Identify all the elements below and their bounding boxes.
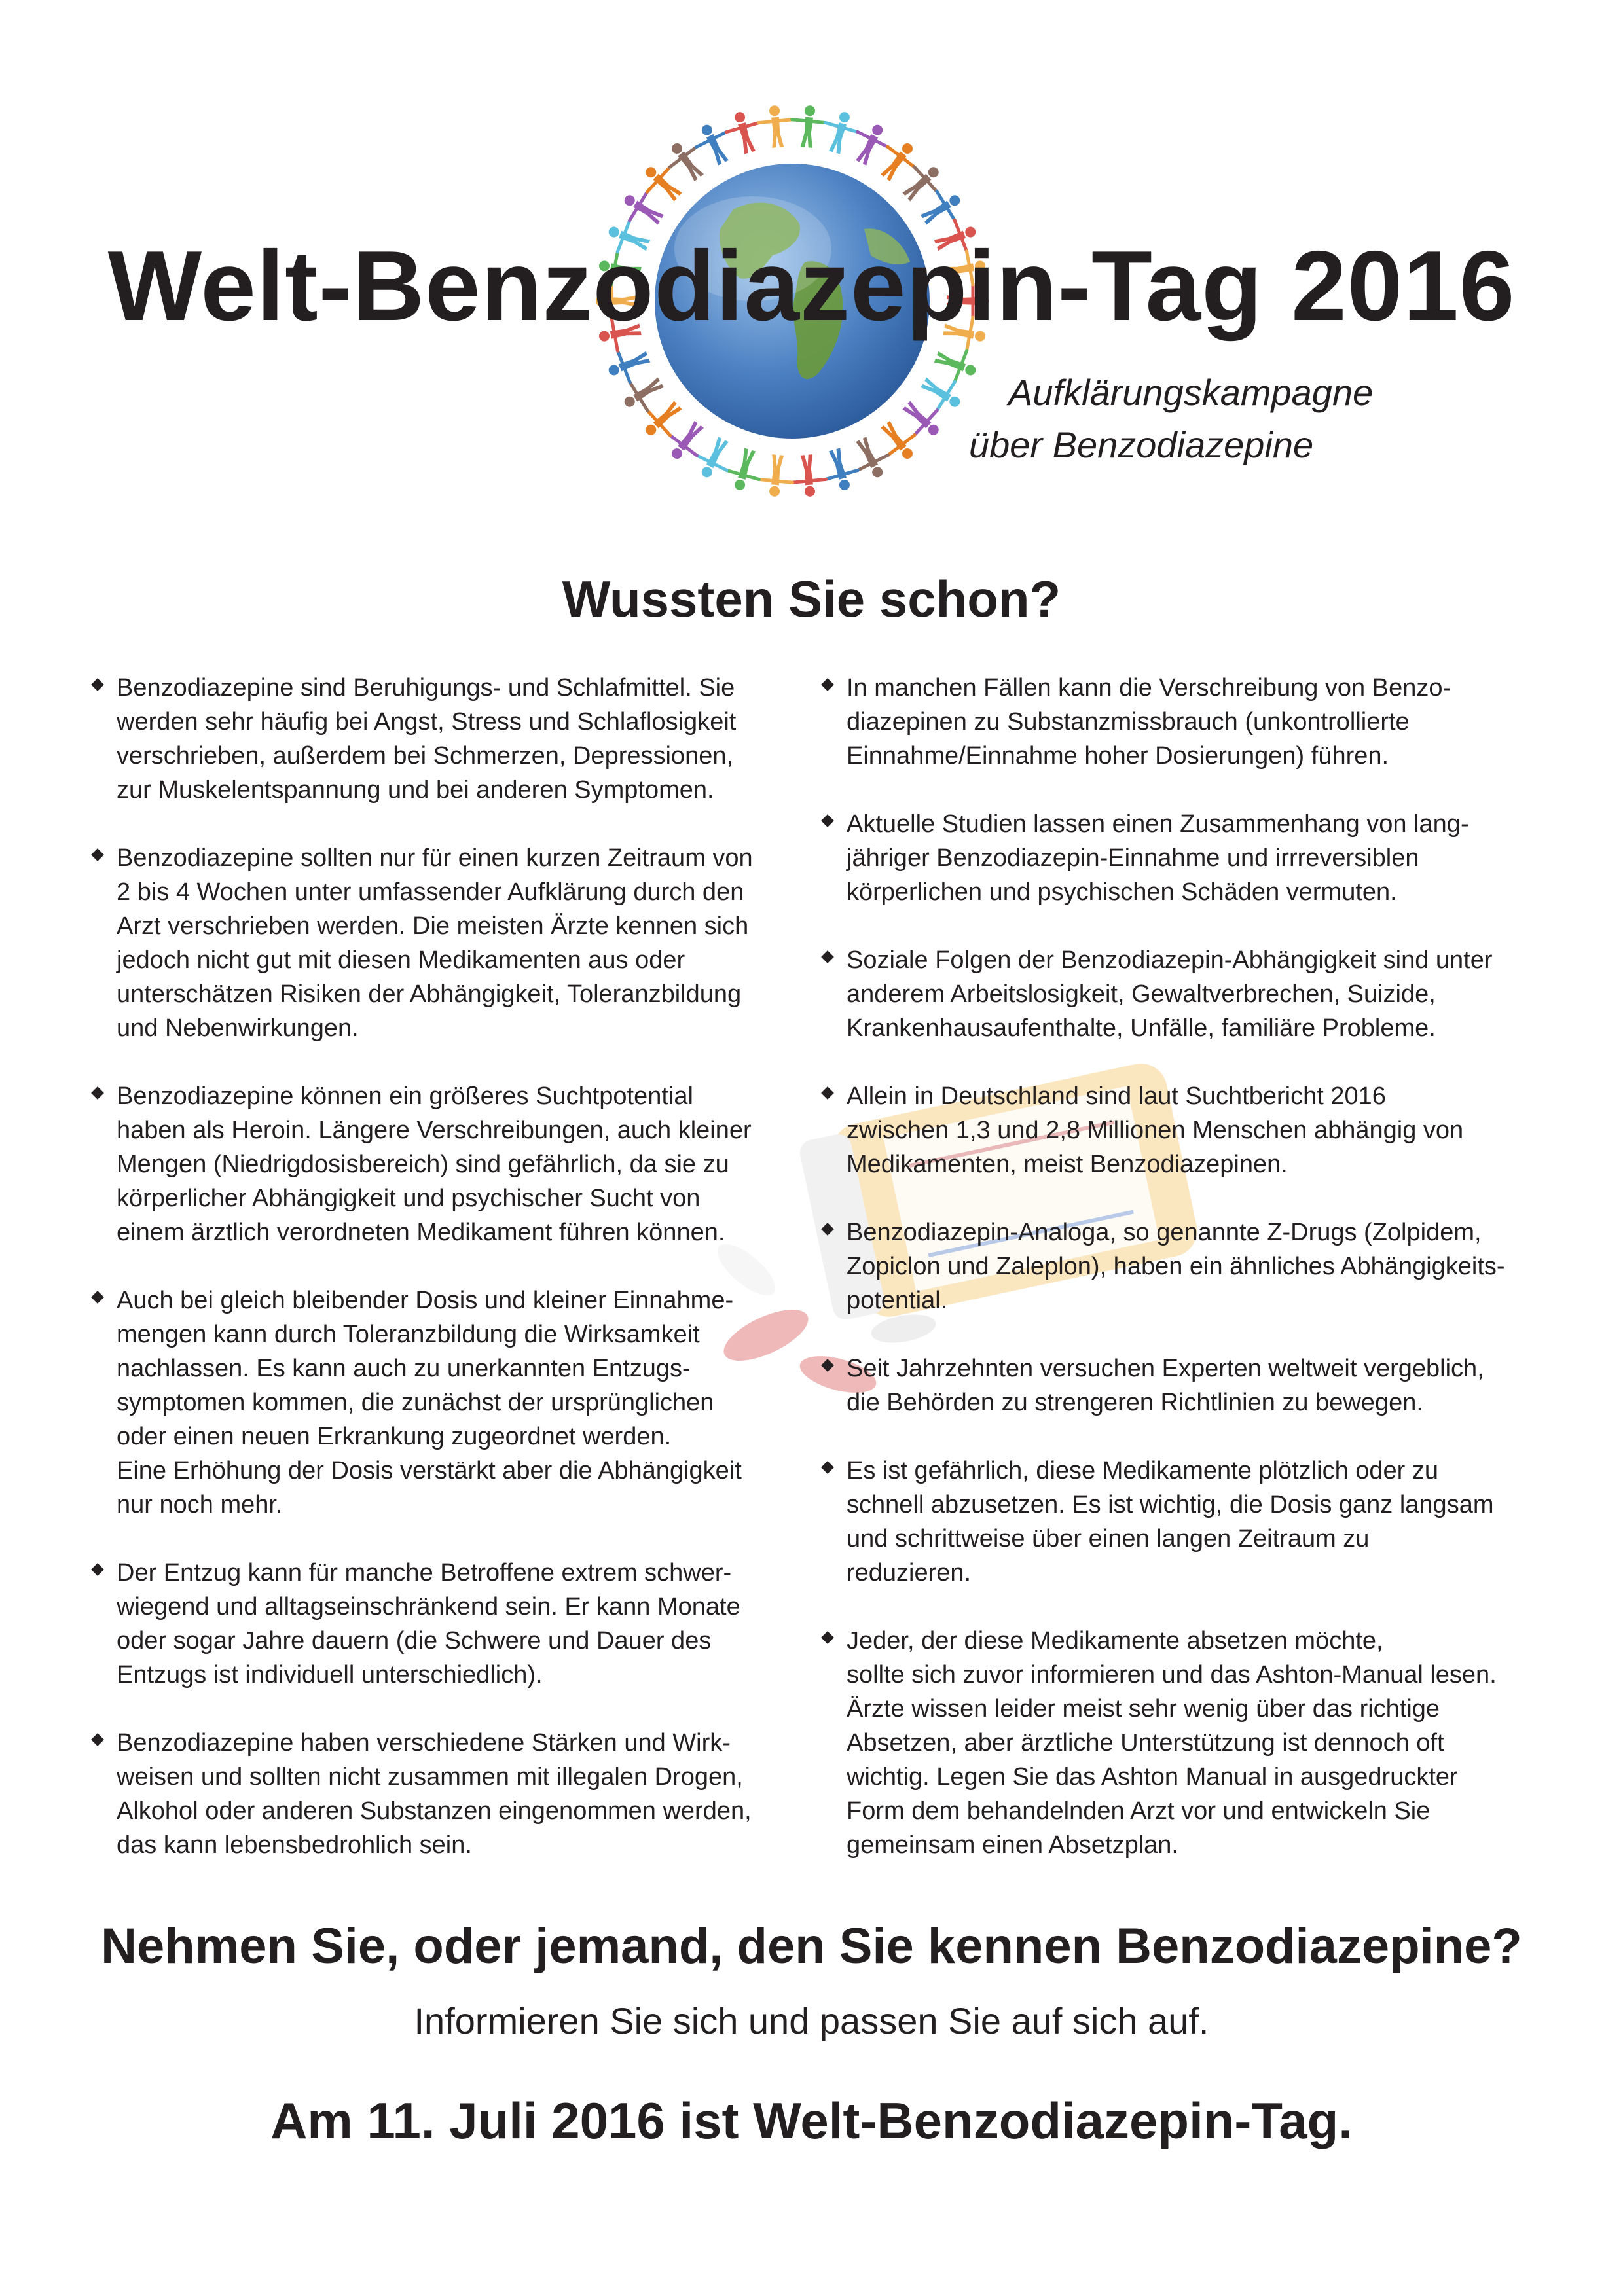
fact-item	[822, 1215, 1548, 1318]
person-figure-icon	[790, 104, 828, 149]
call-to-action-question: Nehmen Sie, oder jemand, den Sie kennen Benzodiazepine?	[101, 1918, 1522, 1974]
person-figure-icon	[722, 445, 767, 495]
bullet-diamond-icon	[821, 814, 834, 827]
fact-item	[822, 943, 1548, 1045]
person-figure-icon	[790, 454, 828, 499]
fact-item	[822, 671, 1548, 773]
bullet-diamond-icon	[821, 1359, 834, 1372]
fact-item	[92, 671, 786, 807]
fact-item	[92, 1283, 786, 1522]
fact-item	[822, 1352, 1548, 1420]
person-figure-icon	[689, 118, 739, 170]
person-figure-icon	[616, 183, 670, 234]
fact-text: Benzodiazepin-Analoga, so genannte Z-Drugs (Zolpidem, Zopiclon und Zaleplon), haben ein ähnliches Abhängigkeits- potential.	[847, 1219, 1505, 1314]
fact-text: Jeder, der diese Medikamente absetzen möchte, sollte sich zuvor informieren und das Ashton-Manual lesen. Ärzte wissen leider meist sehr wenig über das richtige Absetzen, aber ärztliche Unterstützung ist dennoch oft wichtig. Legen Sie das Ashton Manual in ausgedruckter Form dem behandelnden Arzt vor und entwickeln Sie gemeinsam einen Absetzplan.	[847, 1627, 1497, 1859]
bullet-diamond-icon	[91, 1563, 104, 1576]
fact-text: Es ist gefährlich, diese Medikamente plötzlich oder zu schnell abzusetzen. Es ist wichtig, die Dosis ganz langsam und schrittweise über einen langen Zeitraum zu reduzieren.	[847, 1457, 1494, 1587]
fact-text: Soziale Folgen der Benzodiazepin-Abhängigkeit sind unter anderem Arbeitslosigkeit, Gewaltverbrechen, Suizide, Krankenhausaufenthalte, Unfälle, familiäre Probleme.	[847, 946, 1493, 1042]
page-title: Welt-Benzodiazepin-Tag 2016	[107, 230, 1516, 342]
bullet-diamond-icon	[91, 1733, 104, 1746]
bullet-diamond-icon	[91, 678, 104, 691]
fact-item	[822, 807, 1548, 909]
fact-item	[92, 1079, 786, 1249]
fact-text: Benzodiazepine sind Beruhigungs- und Schlafmittel. Sie werden sehr häufig bei Angst, Stress und Schlaflosigkeit verschrieben, außerdem bei Schmerzen, Depressionen, zur Muskelentspannung und bei anderen Symptomen.	[117, 674, 737, 804]
bullet-diamond-icon	[91, 1291, 104, 1304]
subtitle-line-2: über Benzodiazepine	[969, 424, 1314, 465]
fact-text: Benzodiazepine haben verschiedene Stärken und Wirk- weisen und sollten nicht zusammen mit illegalen Drogen, Alkohol oder anderen Substanzen eingenommen werden, das kann lebensbedrohlich sein.	[117, 1729, 752, 1859]
campaign-subtitle	[943, 367, 1532, 471]
bullet-diamond-icon	[821, 1086, 834, 1100]
event-date-line: Am 11. Juli 2016 ist Welt-Benzodiazepin-Tag.	[270, 2092, 1353, 2149]
person-figure-icon	[846, 118, 895, 170]
fact-item	[92, 1556, 786, 1692]
bullet-diamond-icon	[821, 678, 834, 691]
fact-text: Seit Jahrzehnten versuchen Experten weltweit vergeblich, die Behörden zu strengeren Richtlinien zu bewegen.	[847, 1355, 1484, 1416]
bullet-diamond-icon	[821, 950, 834, 963]
left-column	[92, 671, 786, 1896]
section-heading: Wussten Sie schon?	[562, 570, 1061, 628]
fact-text: Der Entzug kann für manche Betroffene extrem schwer- wiegend und alltagseinschränkend sein. Er kann Monate oder sogar Jahre dauern (die Schwere und Dauer des Entzugs ist individuell unterschiedlich).	[117, 1559, 740, 1689]
person-figure-icon	[895, 156, 949, 210]
fact-text: Benzodiazepine können ein größeres Suchtpotential haben als Heroin. Längere Verschreibungen, auch kleiner Mengen (Niedrigdosisbereich) sind gefährlich, da sie zu körperlicher Abhängigkeit und psychischer Sucht von einem ärztlich verordneten Medikament führen können.	[117, 1083, 752, 1246]
call-to-action-info: Informieren Sie sich und passen Sie auf sich auf.	[414, 2000, 1209, 2041]
fact-item	[822, 1454, 1548, 1590]
person-figure-icon	[846, 432, 895, 484]
fact-text: Benzodiazepine sollten nur für einen kurzen Zeitraum von 2 bis 4 Wochen unter umfassender Aufklärung durch den Arzt verschrieben werden. Die meisten Ärzte kennen sich jedoch nicht gut mit diesen Medikamenten aus oder unterschätzen Risiken der Abhängigkeit, Toleranzbildung und Nebenwirkungen.	[117, 844, 753, 1042]
person-figure-icon	[722, 107, 767, 157]
person-figure-icon	[616, 368, 670, 419]
person-figure-icon	[757, 104, 795, 149]
fact-item	[92, 1726, 786, 1862]
bullet-diamond-icon	[821, 1223, 834, 1236]
fact-item	[822, 1624, 1548, 1862]
person-figure-icon	[689, 432, 739, 484]
right-column	[822, 671, 1548, 1896]
person-figure-icon	[757, 454, 795, 499]
person-figure-icon	[915, 183, 968, 234]
fact-text: In manchen Fällen kann die Verschreibung von Benzo- diazepinen zu Substanzmissbrauch (unkontrollierte Einnahme/Einnahme hoher Dosierungen) führen.	[847, 674, 1451, 770]
bullet-diamond-icon	[821, 1461, 834, 1474]
fact-item	[92, 841, 786, 1045]
subtitle-line-1: Aufklärungskampagne	[1008, 372, 1374, 413]
fact-text: Allein in Deutschland sind laut Suchtbericht 2016 zwischen 1,3 und 2,8 Millionen Menschen abhängig von Medikamenten, meist Benzodiazepinen.	[847, 1083, 1464, 1178]
bullet-diamond-icon	[91, 848, 104, 861]
fact-text: Aktuelle Studien lassen einen Zusammenhang von lang- jähriger Benzodiazepin-Einnahme und irrreversiblen körperlichen und psychischen Schäden vermuten.	[847, 810, 1469, 906]
person-figure-icon	[818, 107, 863, 157]
person-figure-icon	[636, 393, 689, 446]
fact-text: Auch bei gleich bleibender Dosis und kleiner Einnahme- mengen kann durch Toleranzbildung die Wirksamkeit nachlassen. Es kann auch zu unerkannten Entzugs- symptomen kommen, die zunächst der ursprünglichen oder einen neuen Erkrankung zugeordnet werden. Eine Erhöhung der Dosis verstärkt aber die Abhängigkeit nur noch mehr.	[117, 1287, 742, 1518]
person-figure-icon	[603, 341, 654, 388]
bullet-diamond-icon	[91, 1086, 104, 1100]
person-figure-icon	[895, 393, 949, 446]
bullet-diamond-icon	[821, 1631, 834, 1644]
person-figure-icon	[818, 445, 863, 495]
fact-item	[822, 1079, 1548, 1181]
person-figure-icon	[636, 156, 689, 210]
